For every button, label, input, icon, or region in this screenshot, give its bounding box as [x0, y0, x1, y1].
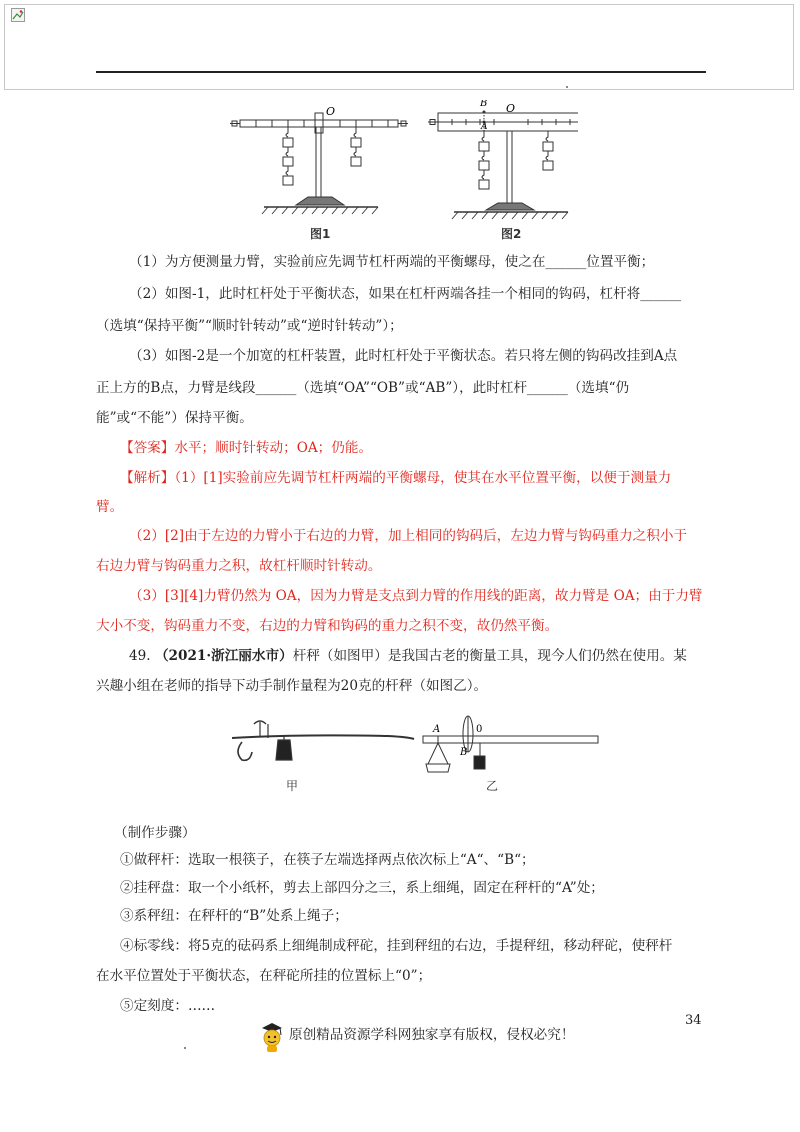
steps-heading: （制作步骤）: [114, 825, 196, 841]
fig2-label-O: O: [506, 102, 516, 115]
figure-jia: [232, 721, 414, 760]
yi-label-zero: 0: [476, 724, 483, 735]
lever-figures: [228, 100, 578, 240]
q-line-2: （2）如图-1，此时杠杆处于平衡状态，如果在杠杆两端各挂一个相同的钩码，杠杆将______: [129, 286, 682, 302]
analysis-line-1: 【解析】（1）[1]实验前应先调节杠杆两端的平衡螺母，使其在水平位置平衡，以便于测量力: [120, 470, 672, 486]
steelyard-figures: [228, 712, 608, 797]
analysis-line-5: （3）[3][4]力臂仍然为 OA，因为力臂是支点到力臂的作用线的距离，故力臂是 OA；由于力臂: [129, 588, 703, 604]
step-4: ④标零线：将5克的砝码系上细绳制成秤砣，挂到秤纽的右边，手提秤纽，移动秤砣，使秤杆: [120, 938, 673, 954]
caption-fig2: 图2: [501, 227, 522, 241]
step-4-cont: 在水平位置处于平衡状态，在秤砣所挂的位置标上“0”；: [96, 968, 432, 984]
footer-copyright: 原创精品资源学科网独家享有版权，侵权必究！: [289, 1027, 575, 1043]
header-frame: [4, 4, 794, 90]
caption-fig1: 图1: [310, 227, 331, 241]
q-line-5: 正上方的B点，力臂是线段______（选填“OA”“OB”或“AB”），此时杠杆______（选填“仍: [96, 380, 630, 396]
page-number: 34: [685, 1013, 702, 1028]
caption-yi: 乙: [486, 779, 499, 793]
step-1: ①做秤杆：选取一根筷子，在筷子左端选择两点依次标上“A“、“B“；: [120, 852, 535, 868]
step-2: ②挂秤盘：取一个小纸杯，剪去上部四分之三，系上细绳，固定在秤杆的“A”处；: [120, 880, 604, 896]
q-line-1: （1）为方便测量力臂，实验前应先调节杠杆两端的平衡螺母，使之在______位置平衡；: [129, 254, 655, 270]
q49-number: 49.: [129, 648, 151, 664]
speck: [184, 1047, 186, 1049]
mascot-icon: [258, 1020, 286, 1054]
analysis-line-2: 臂。: [96, 499, 124, 515]
q-line-4: （3）如图-2是一个加宽的杠杆装置，此时杠杆处于平衡状态。若只将左侧的钩码改挂到A点: [129, 348, 678, 364]
q49-line-2: 兴趣小组在老师的指导下动手制作量程为20克的杆秤（如图乙）。: [96, 678, 488, 694]
q-line-6: 能”或“不能”）保持平衡。: [96, 410, 253, 426]
fig2-label-B: B: [480, 100, 488, 109]
fig1-label-O: O: [326, 105, 336, 118]
figure-2: [428, 112, 578, 219]
q49-text-1: 杆秤（如图甲）是我国古老的衡量工具，现今人们仍然在使用。某: [292, 648, 687, 664]
q49-line-1: [129, 646, 687, 666]
figure-1: [230, 113, 408, 214]
step-5: ⑤定刻度：……: [120, 998, 216, 1014]
yi-label-B: B: [460, 747, 468, 758]
analysis-line-4: 右边力臂与钩码重力之积，故杠杆顺时针转动。: [96, 558, 382, 574]
header-rule: [96, 71, 706, 73]
caption-jia: 甲: [286, 779, 299, 793]
analysis-line-6: 大小不变，钩码重力不变，右边的力臂和钩码的重力之积不变，故仍然平衡。: [96, 618, 559, 634]
q49-source: （2021·浙江丽水市）: [154, 648, 293, 664]
speck: [566, 86, 568, 88]
answer-line: 【答案】水平；顺时针转动；OA；仍能。: [120, 440, 373, 456]
broken-image-icon: [11, 8, 25, 22]
q-line-3: （选填“保持平衡”“顺时针转动”或“逆时针转动”）；: [96, 318, 403, 334]
figure-yi: [423, 716, 598, 772]
step-3: ③系秤纽：在秤杆的“B”处系上绳子；: [120, 908, 348, 924]
fig2-label-A: A: [481, 122, 488, 132]
yi-label-A: A: [433, 724, 441, 735]
analysis-line-3: （2）[2]由于左边的力臂小于右边的力臂，加上相同的钩码后，左边力臂与钩码重力之积小于: [129, 528, 688, 544]
